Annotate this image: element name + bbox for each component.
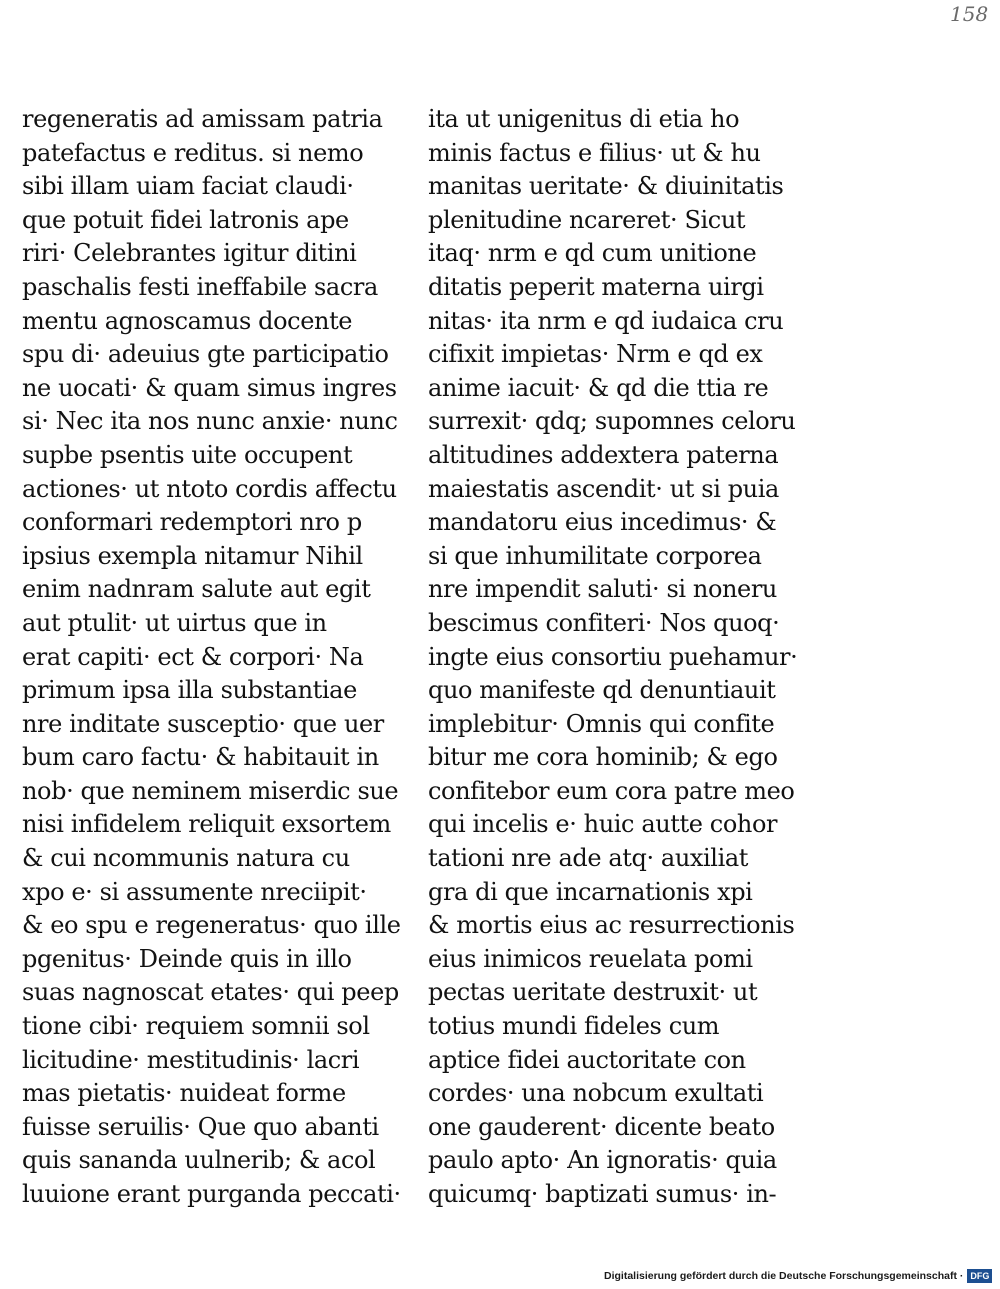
manuscript-column-right <box>428 103 808 1212</box>
manuscript-line: conformari redemptori nro p <box>22 508 362 537</box>
manuscript-line: quo manifeste qd denuntiauit <box>428 676 776 705</box>
manuscript-line: patefactus e reditus. si nemo <box>22 138 364 167</box>
manuscript-line: ne uocati· & quam simus ingres <box>22 373 397 402</box>
manuscript-line: nre inditate susceptio· que uer <box>22 709 384 738</box>
manuscript-line: regeneratis ad amissam patria <box>22 105 383 133</box>
manuscript-line: qui incelis e· huic autte cohor <box>428 810 778 839</box>
manuscript-line: tione cibi· requiem somnii sol <box>22 1012 370 1041</box>
manuscript-line: surrexit· qdq; supomnes celoru <box>428 407 796 436</box>
manuscript-line: tationi nre ade atq· auxiliat <box>428 844 749 873</box>
manuscript-line: supbe psentis uite occupent <box>22 440 353 469</box>
manuscript-line: aptice fidei auctoritate con <box>428 1045 746 1074</box>
manuscript-line: quis sananda uulnerib; & acol <box>22 1146 376 1175</box>
manuscript-line: mentu agnoscamus docente <box>22 306 353 335</box>
manuscript-line: manitas ueritate· & diuinitatis <box>428 172 784 201</box>
manuscript-line: paulo apto· An ignoratis· quia <box>428 1146 777 1175</box>
funding-credit <box>604 1269 992 1283</box>
manuscript-line: nitas· ita nrm e qd iudaica cru <box>428 306 784 335</box>
manuscript-line: ipsius exempla nitamur Nihil <box>22 541 363 570</box>
manuscript-line: bescimus confiteri· Nos quoq· <box>428 608 780 637</box>
manuscript-line: bitur me cora hominib; & ego <box>428 743 778 772</box>
manuscript-line: quicumq· baptizati sumus· in- <box>428 1180 777 1208</box>
manuscript-line: primum ipsa illa substantiae <box>22 676 357 705</box>
manuscript-line: mas pietatis· nuideat forme <box>22 1079 346 1108</box>
manuscript-line: sibi illam uiam faciat claudi· <box>22 172 354 201</box>
manuscript-line: altitudines addextera paterna <box>428 440 779 469</box>
manuscript-line: ditatis peperit materna uirgi <box>428 272 764 301</box>
manuscript-line: anime iacuit· & qd die ttia re <box>428 373 769 402</box>
manuscript-line: maiestatis ascendit· ut si puia <box>428 474 779 503</box>
manuscript-line: suas nagnoscat etates· qui peep <box>22 978 399 1007</box>
manuscript-line: & cui ncommunis natura cu <box>22 844 350 873</box>
manuscript-line: pectas ueritate destruxit· ut <box>428 978 758 1007</box>
manuscript-line: ita ut unigenitus di etia ho <box>428 105 740 133</box>
manuscript-line: que potuit fidei latronis ape <box>22 205 349 234</box>
manuscript-line: ingte eius consortiu puehamur· <box>428 642 798 671</box>
manuscript-line: si que inhumilitate corporea <box>428 541 762 570</box>
manuscript-line: spu di· adeuius gte participatio <box>22 340 389 369</box>
manuscript-line: one gauderent· dicente beato <box>428 1112 775 1141</box>
manuscript-line: licitudine· mestitudinis· lacri <box>22 1045 360 1074</box>
manuscript-line: plenitudine ncareret· Sicut <box>428 205 746 234</box>
manuscript-line: aut ptulit· ut uirtus que in <box>22 608 327 637</box>
manuscript-line: nob· que neminem miserdic sue <box>22 776 399 805</box>
manuscript-line: gra di que incarnationis xpi <box>428 877 753 906</box>
manuscript-line: fuisse seruilis· Que quo abanti <box>22 1112 379 1141</box>
manuscript-line: & eo spu e regeneratus· quo ille <box>22 911 401 940</box>
manuscript-line: itaq· nrm e qd cum unitione <box>428 239 757 268</box>
manuscript-line: confitebor eum cora patre meo <box>428 776 795 805</box>
dfg-logo-icon: DFG <box>967 1269 992 1283</box>
manuscript-line: implebitur· Omnis qui confite <box>428 709 775 738</box>
manuscript-line: cordes· una nobcum exultati <box>428 1079 764 1108</box>
manuscript-line: luuione erant purganda peccati· <box>22 1180 401 1208</box>
funding-credit-text: Digitalisierung gefördert durch die Deutsche Forschungsgemeinschaft · <box>604 1270 964 1282</box>
manuscript-line: actiones· ut ntoto cordis affectu <box>22 474 397 503</box>
manuscript-line: & mortis eius ac resurrectionis <box>428 911 795 940</box>
folio-number: 158 <box>950 2 989 26</box>
manuscript-line: pgenitus· Deinde quis in illo <box>22 944 352 973</box>
manuscript-line: erat capiti· ect & corpori· Na <box>22 642 364 671</box>
manuscript-line: eius inimicos reuelata pomi <box>428 944 753 973</box>
manuscript-line: cifixit impietas· Nrm e qd ex <box>428 340 763 369</box>
manuscript-line: riri· Celebrantes igitur ditini <box>22 239 357 268</box>
manuscript-line: enim nadnram salute aut egit <box>22 575 371 604</box>
manuscript-line: xpo e· si assumente nreciipit· <box>22 877 367 906</box>
manuscript-line: bum caro factu· & habitauit in <box>22 743 379 772</box>
manuscript-line: mandatoru eius incedimus· & <box>428 508 777 537</box>
manuscript-line: totius mundi fideles cum <box>428 1012 720 1041</box>
manuscript-line: nre impendit saluti· si noneru <box>428 575 777 604</box>
manuscript-line: si· Nec ita nos nunc anxie· nunc <box>22 407 398 436</box>
manuscript-line: nisi infidelem reliquit exsortem <box>22 810 391 839</box>
manuscript-line: paschalis festi ineffabile sacra <box>22 272 378 301</box>
manuscript-line: minis factus e filius· ut & hu <box>428 138 761 167</box>
manuscript-column-left <box>22 103 402 1212</box>
